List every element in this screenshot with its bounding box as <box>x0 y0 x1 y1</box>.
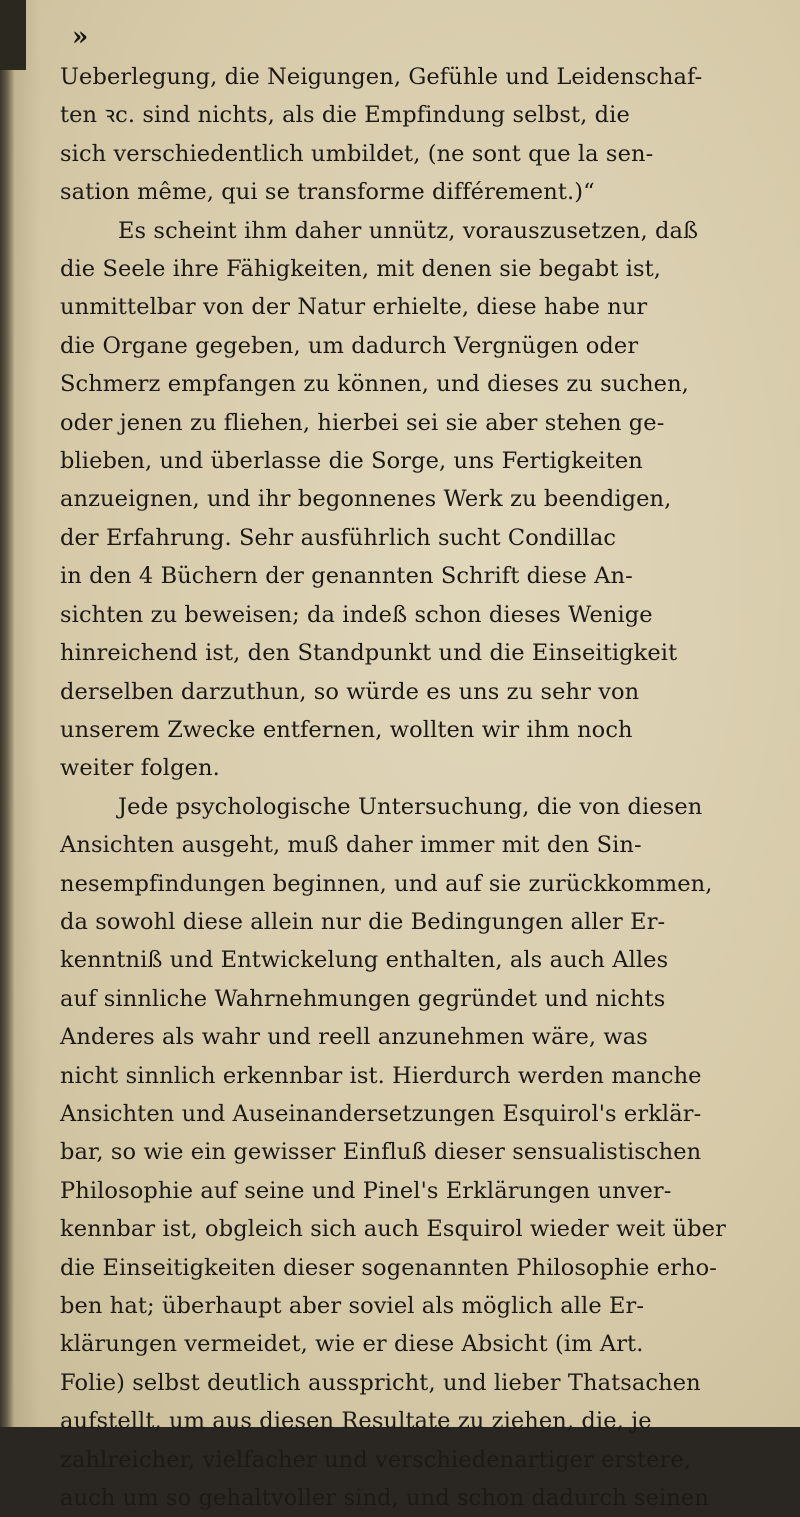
text-line-8: die Organe gegeben, um dadurch Vergnügen oder <box>60 332 639 359</box>
text-line-10: oder jenen zu fliehen, hierbei sei sie aber stehen ge- <box>60 409 665 436</box>
text-line-6: die Seele ihre Fähigkeiten, mit denen sie begabt ist, <box>60 256 662 283</box>
text-line-4: sation même, qui se transforme différement.)“ <box>60 179 595 206</box>
text-line-27: nicht sinnlich erkennbar ist. Hierdurch werden manche <box>60 1062 702 1089</box>
text-line-36: aufstellt, um aus diesen Resultate zu ziehen, die, je <box>60 1408 652 1435</box>
text-line-37: zahlreicher, vielfacher und verschiedenartiger erstere, <box>60 1446 692 1473</box>
text-line-13: der Erfahrung. Sehr ausführlich sucht Condillac <box>60 524 617 551</box>
text-line-24: kenntniß und Entwickelung enthalten, als auch Alles <box>60 947 669 974</box>
text-line-30: Philosophie auf seine und Pinel's Erklärungen unver- <box>60 1177 672 1204</box>
text-line-31: kennbar ist, obgleich sich auch Esquirol wieder weit über <box>60 1216 726 1243</box>
text-line-38: auch um so gehaltvoller sind, und schon dadurch seinen <box>60 1485 709 1512</box>
text-line-12: anzueignen, und ihr begonnenes Werk zu beendigen, <box>60 486 672 513</box>
text-line-19: weiter folgen. <box>60 755 220 782</box>
text-line-16: hinreichend ist, den Standpunkt und die Einseitigkeit <box>60 640 678 667</box>
text-line-11: blieben, und überlasse die Sorge, uns Fertigkeiten <box>60 448 643 475</box>
text-line-18: unserem Zwecke entfernen, wollten wir ihm noch <box>60 716 633 743</box>
body-text <box>60 58 772 1517</box>
page-header-mark: » <box>72 22 89 52</box>
text-line-3: sich verschiedentlich umbildet, (ne sont que la sen- <box>60 140 654 167</box>
text-line-23: da sowohl diese allein nur die Bedingungen aller Er- <box>60 908 666 935</box>
text-line-2: ten ꝛc. sind nichts, als die Empfindung selbst, die <box>60 102 630 129</box>
text-line-32: die Einseitigkeiten dieser sogenannten Philosophie erho- <box>60 1254 717 1281</box>
text-line-29: bar, so wie ein gewisser Einfluß dieser sensualistischen <box>60 1139 702 1166</box>
text-line-7: unmittelbar von der Natur erhielte, diese habe nur <box>60 294 648 321</box>
text-line-21: Ansichten ausgeht, muß daher immer mit den Sin- <box>60 832 642 859</box>
text-line-22: nesempfindungen beginnen, und auf sie zurückkommen, <box>60 870 713 897</box>
text-line-25: auf sinnliche Wahrnehmungen gegründet und nichts <box>60 985 666 1012</box>
text-line-34: klärungen vermeidet, wie er diese Absicht (im Art. <box>60 1331 644 1358</box>
text-line-17: derselben darzuthun, so würde es uns zu sehr von <box>60 678 640 705</box>
text-line-1: Ueberlegung, die Neigungen, Gefühle und Leidenschaf- <box>60 64 703 90</box>
text-line-5: Es scheint ihm daher unnütz, vorauszusetzen, daß <box>118 217 699 244</box>
text-line-14: in den 4 Büchern der genannten Schrift diese An- <box>60 563 633 590</box>
text-line-9: Schmerz empfangen zu können, und dieses zu suchen, <box>60 371 689 398</box>
page-gutter-shadow <box>0 0 14 1427</box>
text-line-26: Anderes als wahr und reell anzunehmen wäre, was <box>60 1024 648 1051</box>
text-line-35: Folie) selbst deutlich ausspricht, und lieber Thatsachen <box>60 1369 701 1396</box>
text-line-15: sichten zu beweisen; da indeß schon dieses Wenige <box>60 601 653 628</box>
text-line-33: ben hat; überhaupt aber soviel als möglich alle Er- <box>60 1293 645 1319</box>
page-corner-shadow <box>0 0 26 70</box>
text-line-20: Jede psychologische Untersuchung, die von diesen <box>118 793 703 820</box>
text-line-28: Ansichten und Auseinandersetzungen Esquirol's erklär- <box>60 1100 702 1127</box>
